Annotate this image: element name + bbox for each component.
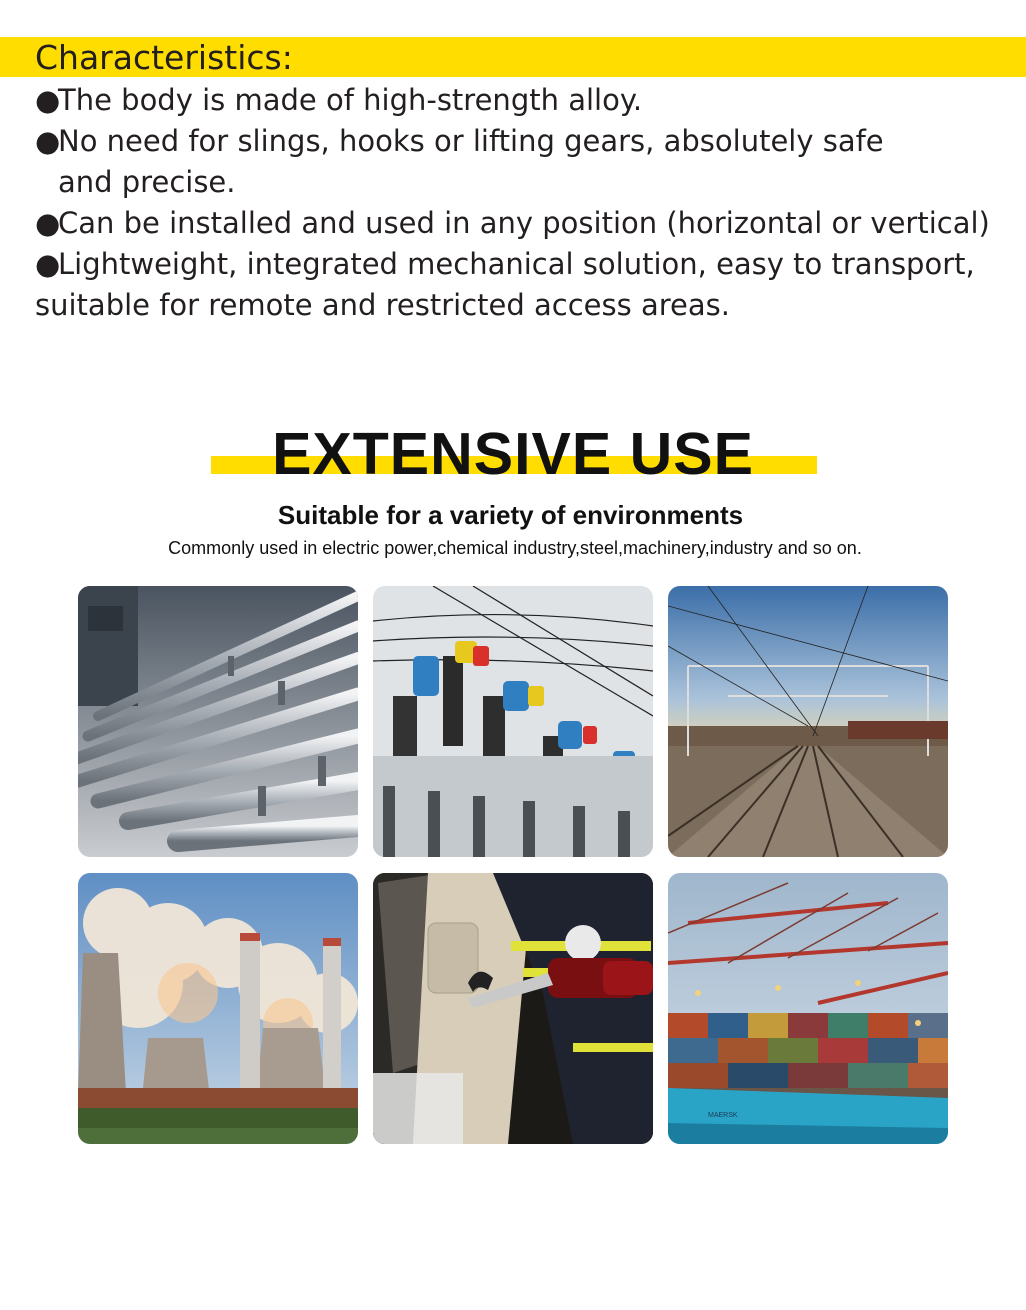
photo-railway-tracks	[668, 586, 948, 857]
list-item-text-continued: and precise.	[58, 165, 236, 199]
section-description: Commonly used in electric power,chemical industry,steel,machinery,industry and so on.	[168, 538, 862, 558]
list-item-text: The body is made of high-strength alloy.	[58, 83, 643, 117]
photo-power-plant	[78, 873, 358, 1144]
list-item-text: Can be installed and used in any position (horizontal or vertical)	[58, 206, 990, 240]
list-item	[35, 121, 1015, 203]
ship-name-text: MAERSK	[708, 1112, 738, 1119]
bullet-icon: ●	[35, 206, 61, 240]
list-item	[35, 244, 1015, 326]
photo-container-port	[668, 873, 948, 1144]
section-subtitle: Suitable for a variety of environments	[277, 500, 744, 530]
characteristics-list	[35, 80, 1015, 326]
photo-industrial-pipes	[78, 586, 358, 857]
section-title: EXTENSIVE USE	[272, 421, 754, 487]
photo-rescue-cutter	[373, 873, 653, 1144]
bullet-icon: ●	[35, 247, 61, 281]
list-item-text: No need for slings, hooks or lifting gears, absolutely safe	[58, 124, 884, 158]
list-item-text: Lightweight, integrated mechanical solution, easy to transport,	[58, 247, 975, 281]
bullet-icon: ●	[35, 83, 61, 117]
bullet-icon: ●	[35, 124, 61, 158]
list-item	[35, 80, 1015, 121]
list-item-text-continued: suitable for remote and restricted access areas.	[35, 288, 730, 322]
photo-substation-insulators	[373, 586, 653, 857]
list-item	[35, 203, 1015, 244]
characteristics-title: Characteristics:	[35, 38, 293, 77]
